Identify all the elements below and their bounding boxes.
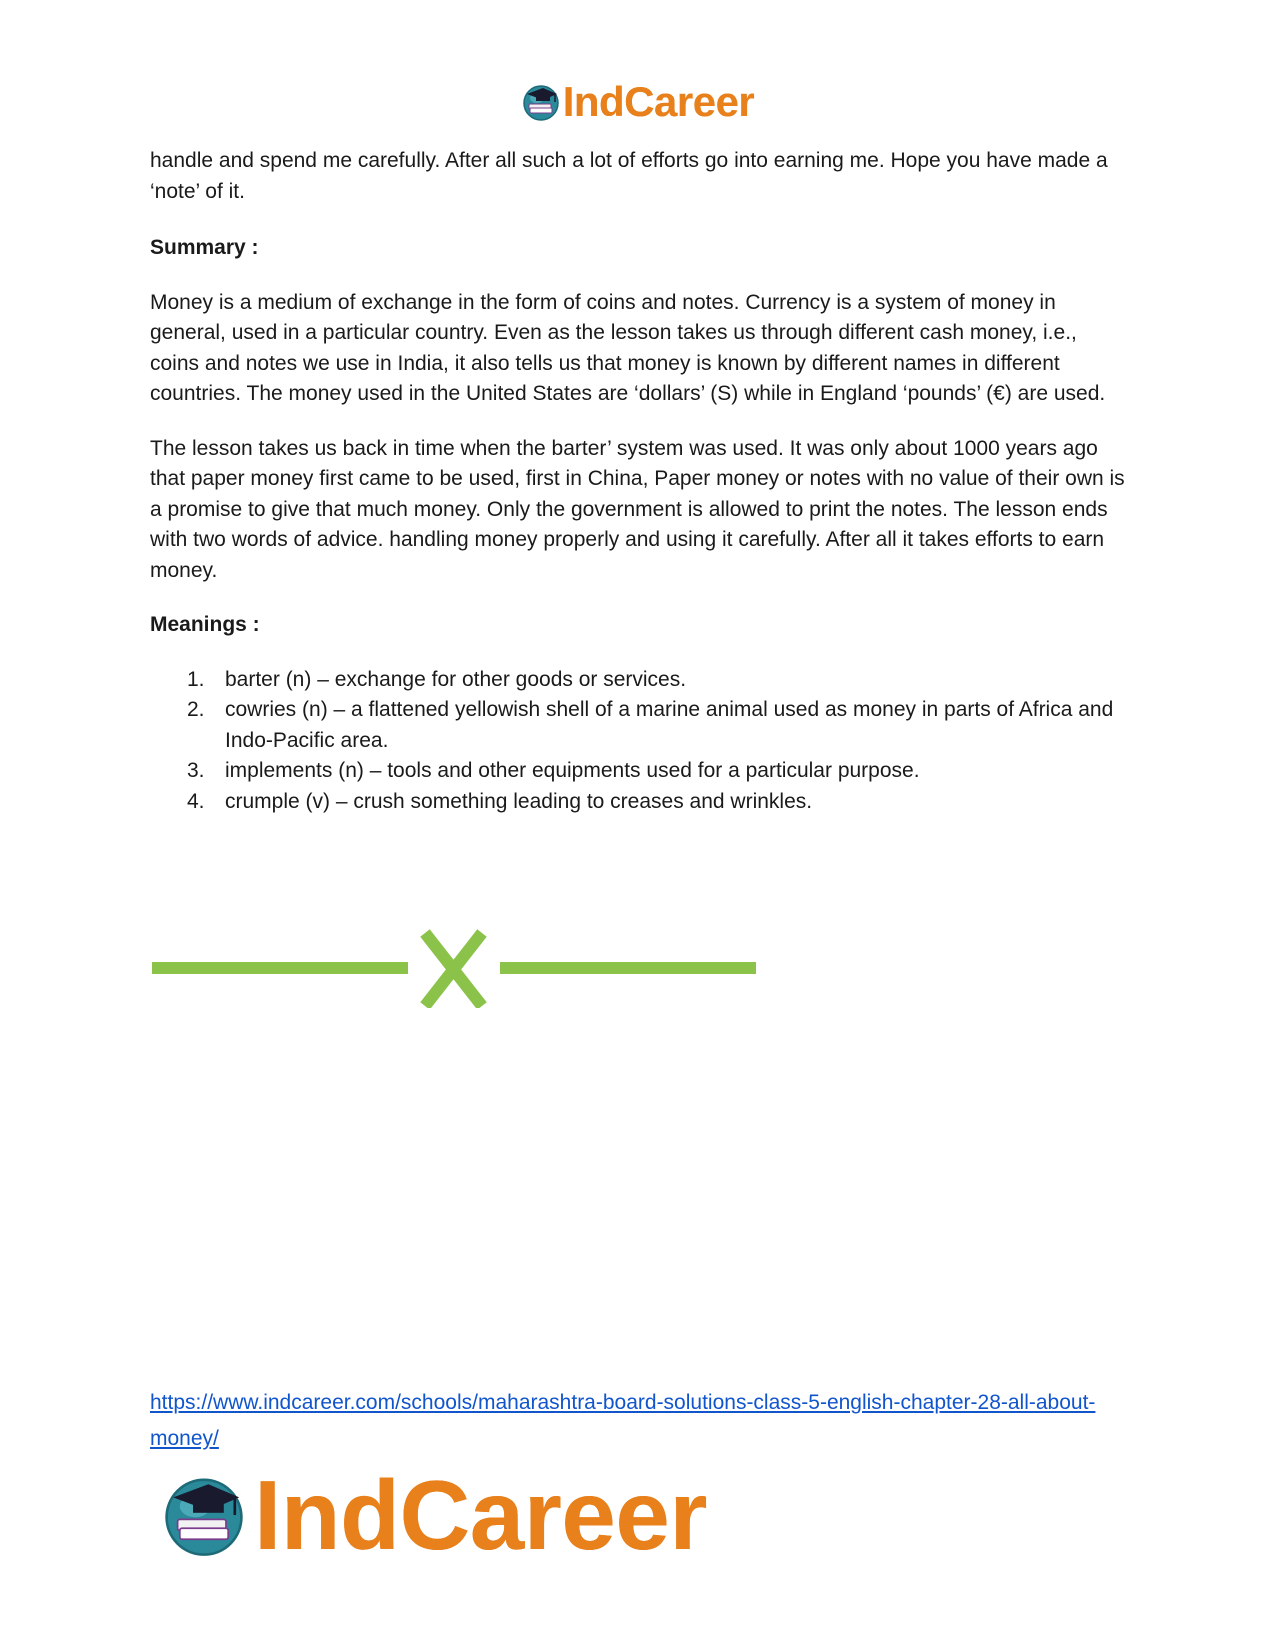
list-item	[150, 756, 1130, 787]
graduation-globe-icon	[521, 82, 561, 122]
list-item-number: 4.	[187, 789, 205, 813]
logo-text: IndCareer	[254, 1460, 708, 1570]
logo-text: IndCareer	[562, 78, 755, 125]
header-logo	[0, 78, 1275, 126]
list-item	[150, 695, 1130, 756]
list-item-text: implements (n) – tools and other equipments used for a particular purpose.	[225, 759, 920, 782]
meanings-list	[150, 665, 1130, 818]
list-item-text: cowries (n) – a flattened yellowish shell of a marine animal used as money in parts of Africa and Indo-Pacific area.	[225, 698, 1114, 752]
intro-paragraph: handle and spend me carefully. After all such a lot of efforts go into earning me. Hope you have made a ‘note’ of it.	[150, 149, 1108, 203]
document-body	[150, 146, 1130, 817]
list-item	[150, 787, 1130, 818]
list-item-text: barter (n) – exchange for other goods or services.	[225, 667, 687, 691]
list-item-number: 2.	[187, 698, 205, 721]
list-item	[150, 665, 1130, 696]
list-item-number: 1.	[187, 667, 205, 691]
list-item-text: crumple (v) – crush something leading to creases and wrinkles.	[225, 789, 813, 813]
source-link[interactable]: https://www.indcareer.com/schools/maharashtra-board-solutions-class-5-english-chapter-28-all-about-money/	[150, 1391, 1096, 1450]
source-link-block	[150, 1385, 1130, 1457]
graduation-globe-icon	[160, 1471, 248, 1559]
summary-paragraph: Money is a medium of exchange in the form of coins and notes. Currency is a system of money in general, used in a particular country. Even as the lesson takes us through different cash money, i.e., coins and notes we use in India, it also tells us that money is known by different names in different countries. The money used in the United States are ‘dollars’ (S) while in England ‘pounds’ (€) are used.	[150, 290, 1106, 405]
list-item-number: 3.	[187, 759, 205, 782]
footer-logo	[160, 1460, 707, 1570]
section-divider	[150, 928, 760, 1008]
summary-paragraph: The lesson takes us back in time when the barter’ system was used. It was only about 1000 years ago that paper money first came to be used, first in China, Paper money or notes with no value of their own is a promise to give that much money. Only the government is allowed to print the notes. The lesson ends with two words of advice. handling money properly and using it carefully. After all it takes efforts to earn money.	[150, 436, 1125, 582]
summary-heading: Summary :	[150, 236, 259, 259]
meanings-heading: Meanings :	[150, 613, 260, 636]
